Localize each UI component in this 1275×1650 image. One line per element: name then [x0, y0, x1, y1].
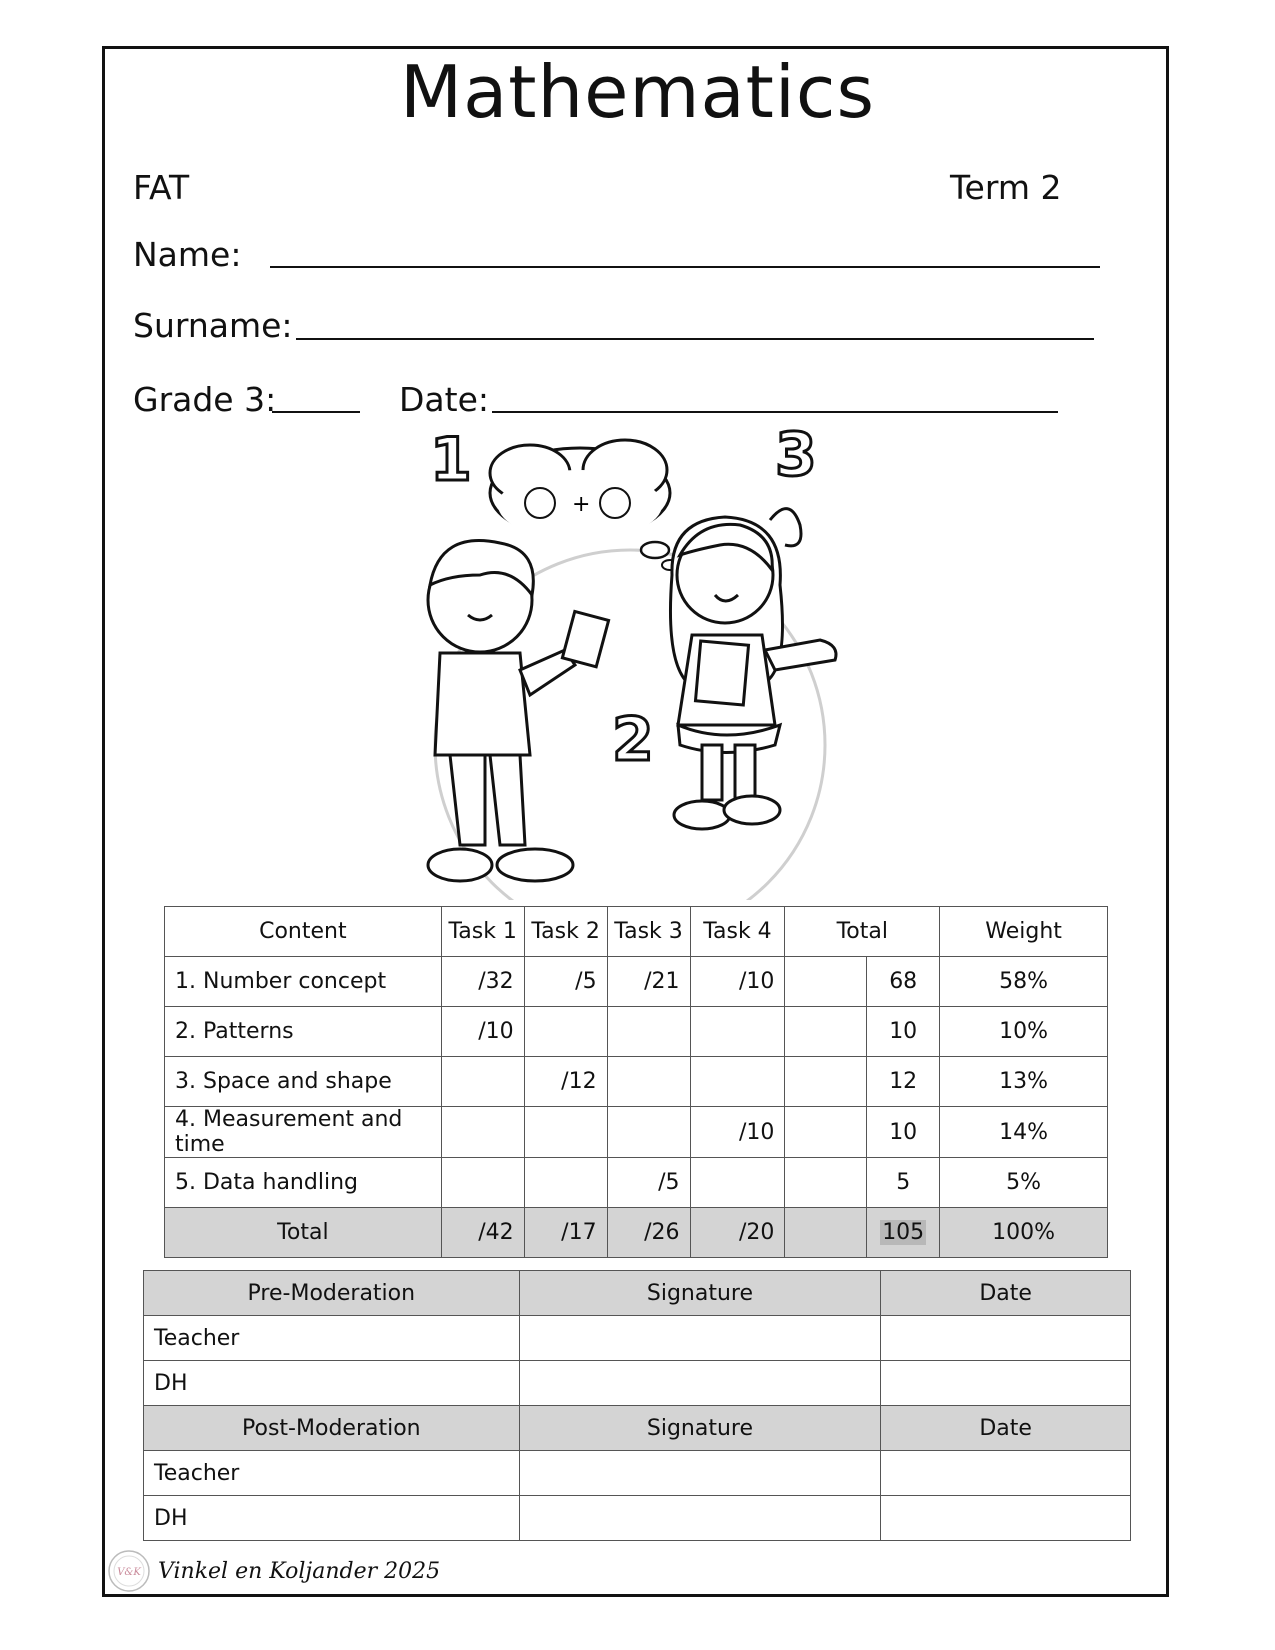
- table-row: [144, 1316, 1131, 1361]
- weight-cell: 13%: [940, 1057, 1108, 1107]
- number-two: 2: [612, 705, 654, 775]
- page-title: Mathematics: [400, 50, 875, 134]
- task-1-cell: [441, 1107, 524, 1158]
- weight-cell: 5%: [940, 1158, 1108, 1208]
- name-label: Name:: [133, 235, 242, 274]
- content-cell: 2. Patterns: [165, 1007, 442, 1057]
- table-row: [165, 1107, 1108, 1158]
- task-1-cell: [441, 1158, 524, 1208]
- blank-cell: [785, 957, 867, 1007]
- date-field[interactable]: [492, 411, 1058, 413]
- task-3-cell: [607, 1107, 690, 1158]
- footer-text: Vinkel en Koljander 2025: [158, 1558, 441, 1584]
- header-task-1: Task 1: [441, 907, 524, 957]
- date-cell[interactable]: [881, 1361, 1131, 1406]
- content-cell: 4. Measurement and time: [165, 1107, 442, 1158]
- header-task-4: Task 4: [690, 907, 785, 957]
- task-2-cell: [524, 1158, 607, 1208]
- task-1-cell: [441, 1057, 524, 1107]
- blank-cell: [785, 1208, 867, 1258]
- moderation-table: [143, 1270, 1131, 1541]
- total-cell: 12: [867, 1057, 940, 1107]
- content-cell: 1. Number concept: [165, 957, 442, 1007]
- content-cell: 5. Data handling: [165, 1158, 442, 1208]
- svg-text:V&K: V&K: [117, 1567, 141, 1578]
- header-task-3: Task 3: [607, 907, 690, 957]
- date-cell[interactable]: [881, 1496, 1131, 1541]
- header-weight: Weight: [940, 907, 1108, 957]
- blank-cell: [785, 1007, 867, 1057]
- date-label: Date:: [399, 380, 489, 419]
- task-3-cell: /21: [607, 957, 690, 1007]
- signature-cell[interactable]: [519, 1451, 881, 1496]
- signature-cell[interactable]: [519, 1496, 881, 1541]
- girl-figure: [670, 509, 836, 829]
- brand-logo-icon: [106, 1548, 152, 1594]
- table-row: [165, 1057, 1108, 1107]
- table-row: [144, 1496, 1131, 1541]
- blank-cell: [785, 1158, 867, 1208]
- table-row: [144, 1451, 1131, 1496]
- children-illustration: [380, 425, 900, 900]
- number-one: 1: [430, 425, 472, 495]
- assessment-type: FAT: [133, 168, 190, 207]
- signature-cell[interactable]: [519, 1316, 881, 1361]
- pre-moderation-heading: Pre-Moderation: [144, 1271, 520, 1316]
- role-label: DH: [144, 1361, 520, 1406]
- signature-heading: Signature: [519, 1271, 881, 1316]
- header-task-2: Task 2: [524, 907, 607, 957]
- table-header-row: [165, 907, 1108, 957]
- grade-label: Grade 3:: [133, 380, 277, 419]
- apple-icon: [525, 488, 555, 518]
- surname-field[interactable]: [296, 338, 1094, 340]
- task-2-cell: /12: [524, 1057, 607, 1107]
- grand-total-cell: [867, 1208, 940, 1258]
- blank-cell: [785, 1057, 867, 1107]
- grade-field[interactable]: [272, 411, 360, 413]
- task-1-cell: /10: [441, 1007, 524, 1057]
- pre-moderation-header-row: [144, 1271, 1131, 1316]
- term-label: Term 2: [950, 168, 1062, 207]
- weight-cell: 14%: [940, 1107, 1108, 1158]
- total-weight: 100%: [940, 1208, 1108, 1258]
- task-3-total: /26: [607, 1208, 690, 1258]
- task-3-cell: [607, 1057, 690, 1107]
- weight-cell: 58%: [940, 957, 1108, 1007]
- header-total: Total: [785, 907, 940, 957]
- signature-cell[interactable]: [519, 1361, 881, 1406]
- task-2-cell: /5: [524, 957, 607, 1007]
- name-field[interactable]: [270, 266, 1100, 268]
- number-three: 3: [775, 425, 817, 490]
- post-moderation-header-row: [144, 1406, 1131, 1451]
- apple-icon: [600, 488, 630, 518]
- total-cell: 68: [867, 957, 940, 1007]
- task-4-cell: [690, 1007, 785, 1057]
- task-1-total: /42: [441, 1208, 524, 1258]
- total-cell: 5: [867, 1158, 940, 1208]
- date-cell[interactable]: [881, 1451, 1131, 1496]
- task-2-total: /17: [524, 1208, 607, 1258]
- total-label: Total: [165, 1208, 442, 1258]
- total-row: [165, 1208, 1108, 1258]
- content-cell: 3. Space and shape: [165, 1057, 442, 1107]
- task-4-cell: /10: [690, 957, 785, 1007]
- task-2-cell: [524, 1107, 607, 1158]
- role-label: Teacher: [144, 1316, 520, 1361]
- date-cell[interactable]: [881, 1316, 1131, 1361]
- plus-sign: +: [572, 492, 591, 517]
- table-row: [165, 957, 1108, 1007]
- total-cell: 10: [867, 1107, 940, 1158]
- task-4-cell: [690, 1057, 785, 1107]
- task-4-cell: [690, 1158, 785, 1208]
- task-3-cell: [607, 1007, 690, 1057]
- header-content: Content: [165, 907, 442, 957]
- blank-cell: [785, 1107, 867, 1158]
- table-row: [165, 1158, 1108, 1208]
- task-4-total: /20: [690, 1208, 785, 1258]
- table-row: [144, 1361, 1131, 1406]
- post-moderation-heading: Post-Moderation: [144, 1406, 520, 1451]
- date-heading: Date: [881, 1271, 1131, 1316]
- grand-total-value: 105: [882, 1220, 925, 1245]
- footer: [106, 1548, 440, 1594]
- surname-label: Surname:: [133, 306, 293, 345]
- score-table: [164, 906, 1108, 1258]
- role-label: DH: [144, 1496, 520, 1541]
- task-2-cell: [524, 1007, 607, 1057]
- task-3-cell: /5: [607, 1158, 690, 1208]
- weight-cell: 10%: [940, 1007, 1108, 1057]
- date-heading: Date: [881, 1406, 1131, 1451]
- signature-heading: Signature: [519, 1406, 881, 1451]
- total-cell: 10: [867, 1007, 940, 1057]
- task-1-cell: /32: [441, 957, 524, 1007]
- task-4-cell: /10: [690, 1107, 785, 1158]
- table-row: [165, 1007, 1108, 1057]
- role-label: Teacher: [144, 1451, 520, 1496]
